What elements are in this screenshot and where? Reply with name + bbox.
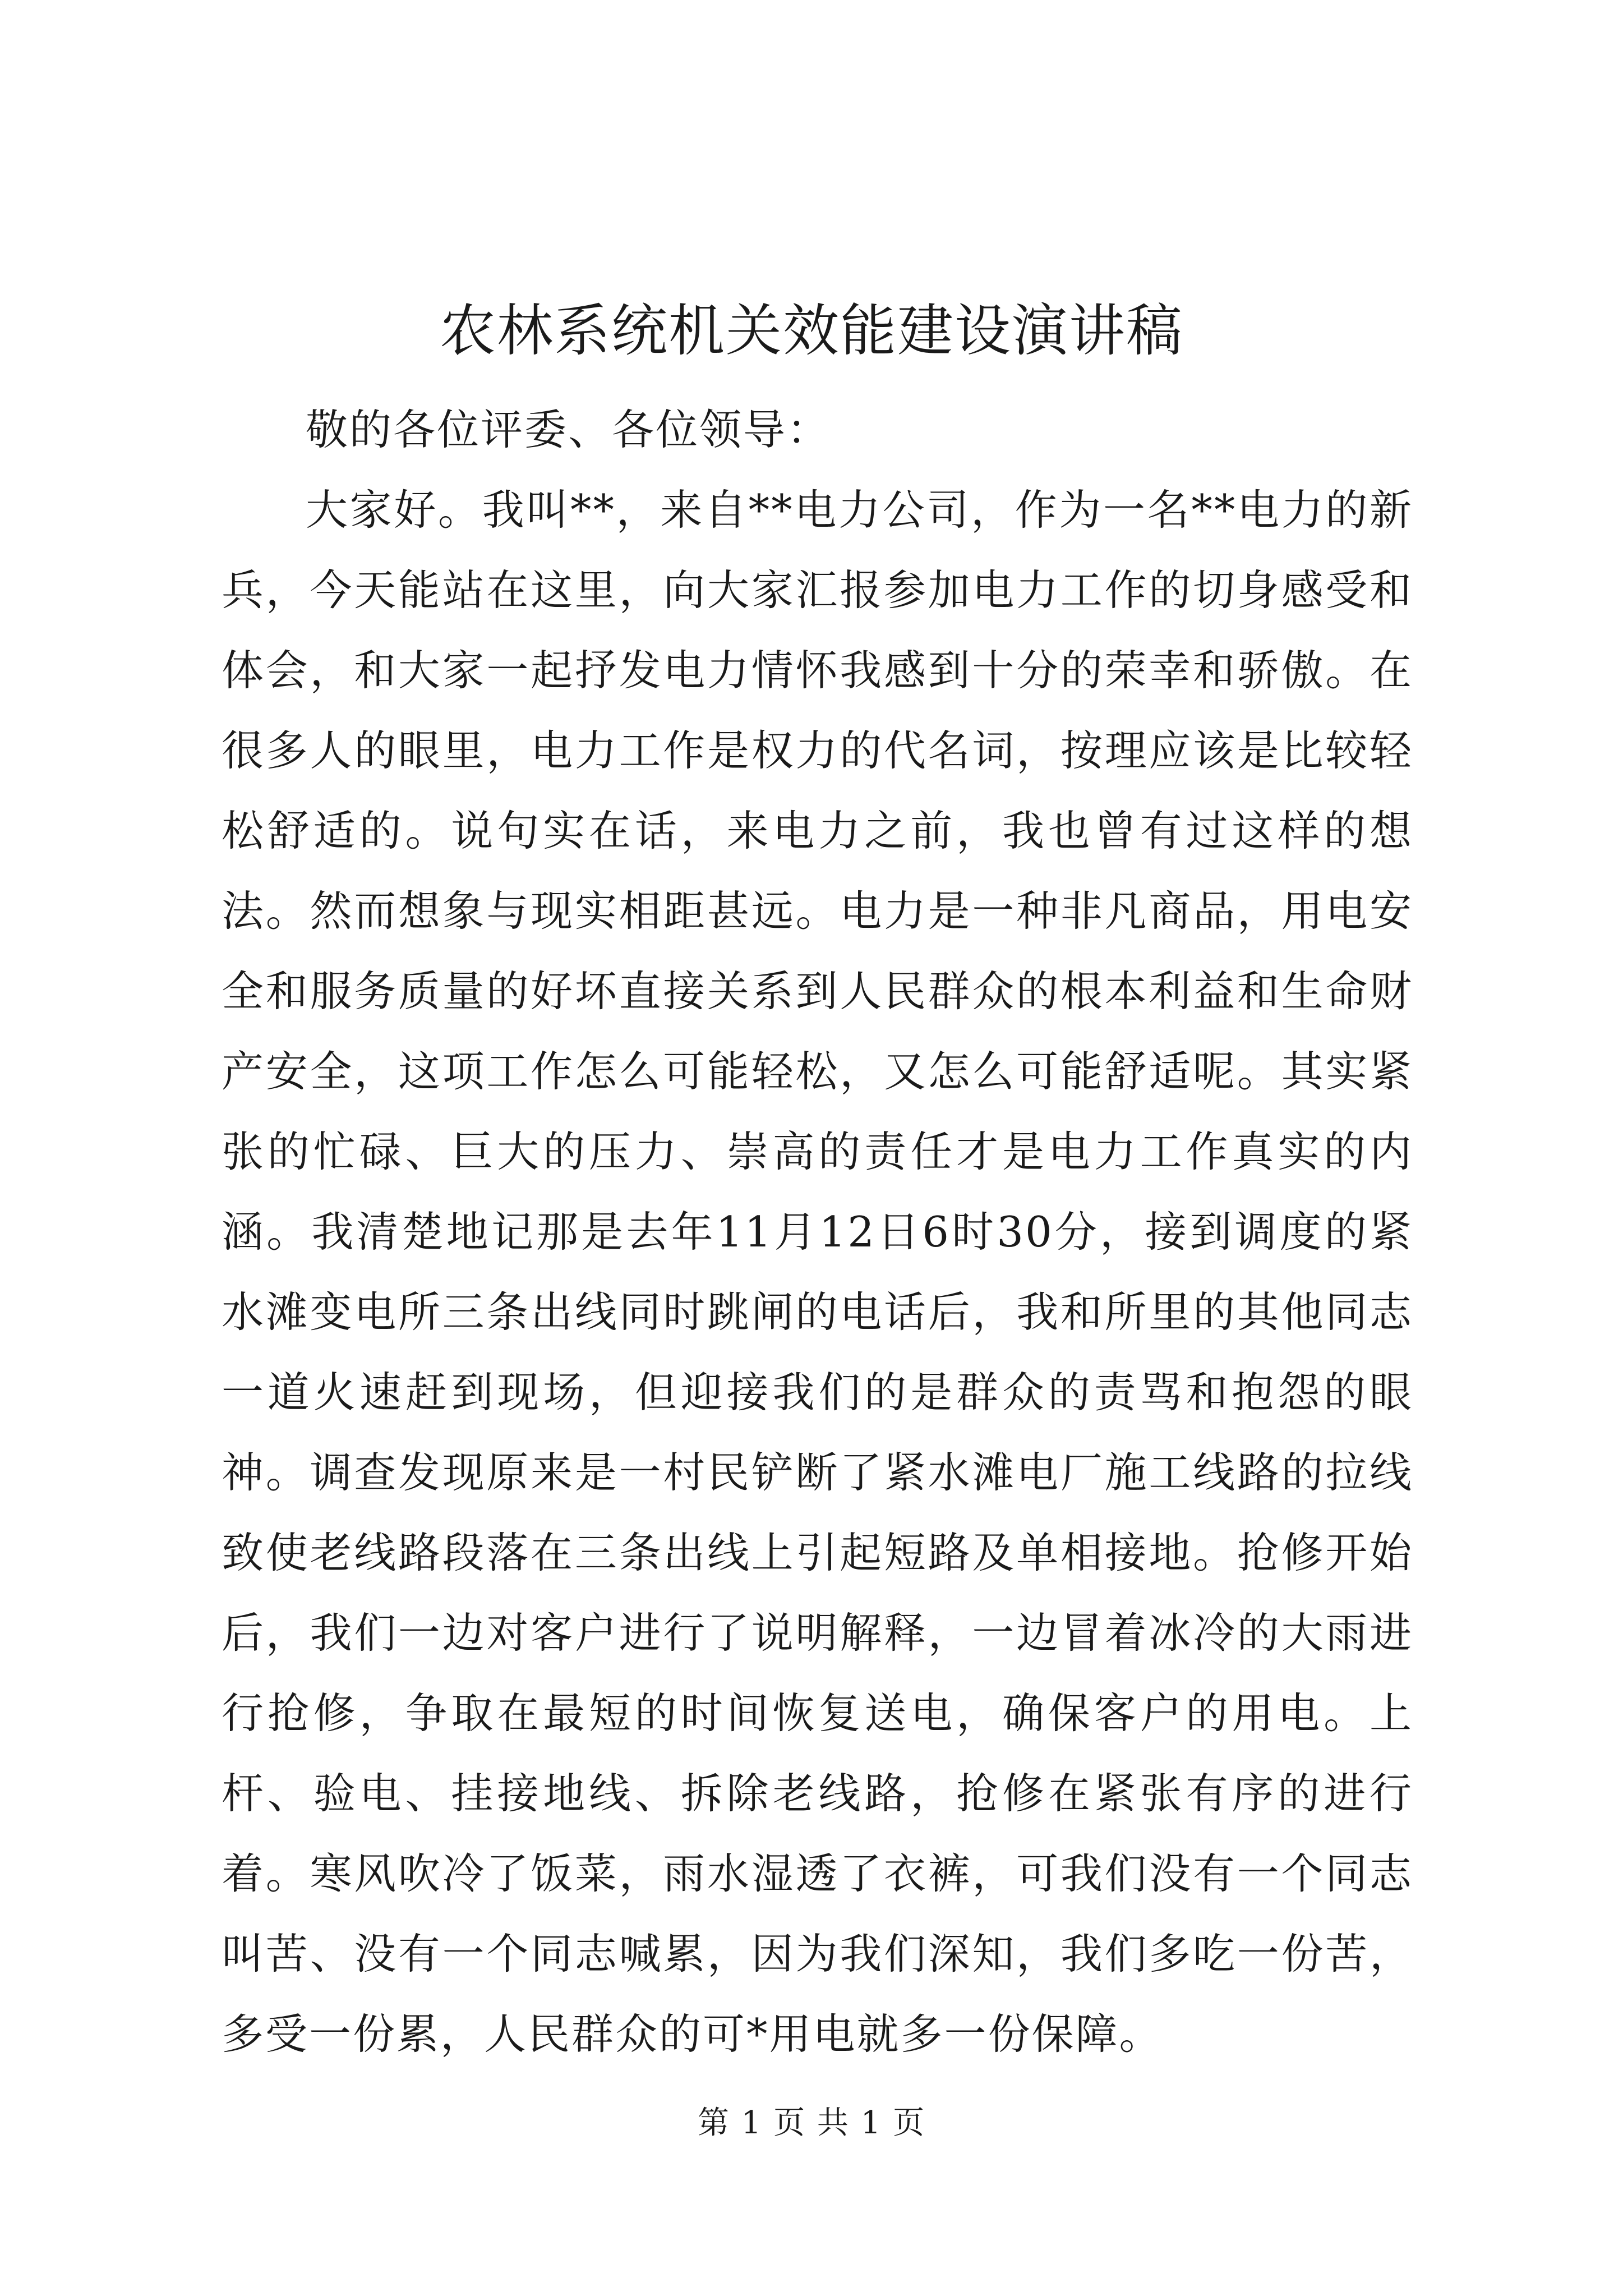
document-title: 农林系统机关效能建设演讲稿 [440,298,1183,364]
body-paragraph: 大家好。我叫**，来自**电力公司，作为一名**电力的新兵，今天能站在这里，向大家汇报参加电力工作的切身感受和体会，和大家一起抒发电力情怀我感到十分的荣幸和骄傲。在很多人的眼里，电力工作是权力的代名词，按理应该是比较轻松舒适的。说句实在话，来电力之前，我也曾有过这样的想法。然而想象与现实相距甚远。电力是一种非凡商品，用电安全和服务质量的好坏直接关系到人民群众的根本利益和生命财产安全，这项工作怎么可能轻松，又怎么可能舒适呢。其实紧张的忙碌、巨大的压力、崇高的责任才是电力工作真实的内涵。我清楚地记那是去年11月12日6时30分，接到调度的紧水滩变电所三条出线同时跳闸的电话后，我和所里的其他同志一道火速赶到现场，但迎接我们的是群众的责骂和抱怨的眼神。调查发现原来是一村民铲断了紧水滩电厂施工线路的拉线致使老线路段落在三条出线上引起短路及单相接地。抢修开始后，我们一边对客户进行了说明解释，一边冒着冰冷的大雨进行抢修，争取在最短的时间恢复送电，确保客户的用电。上杆、验电、挂接地线、拆除老线路，抢修在紧张有序的进行着。寒风吹冷了饭菜，雨水湿透了衣裤，可我们没有一个同志叫苦、没有一个同志喊累，因为我们深知，我们多吃一份苦，多受一份累，人民群众的可*用电就多一份保障。 [222,485,1413,2059]
document-body [222,390,1413,2074]
page-footer: 第 1 页 共 1 页 [697,2105,926,2141]
salutation: 敬的各位评委、各位领导： [306,405,831,454]
